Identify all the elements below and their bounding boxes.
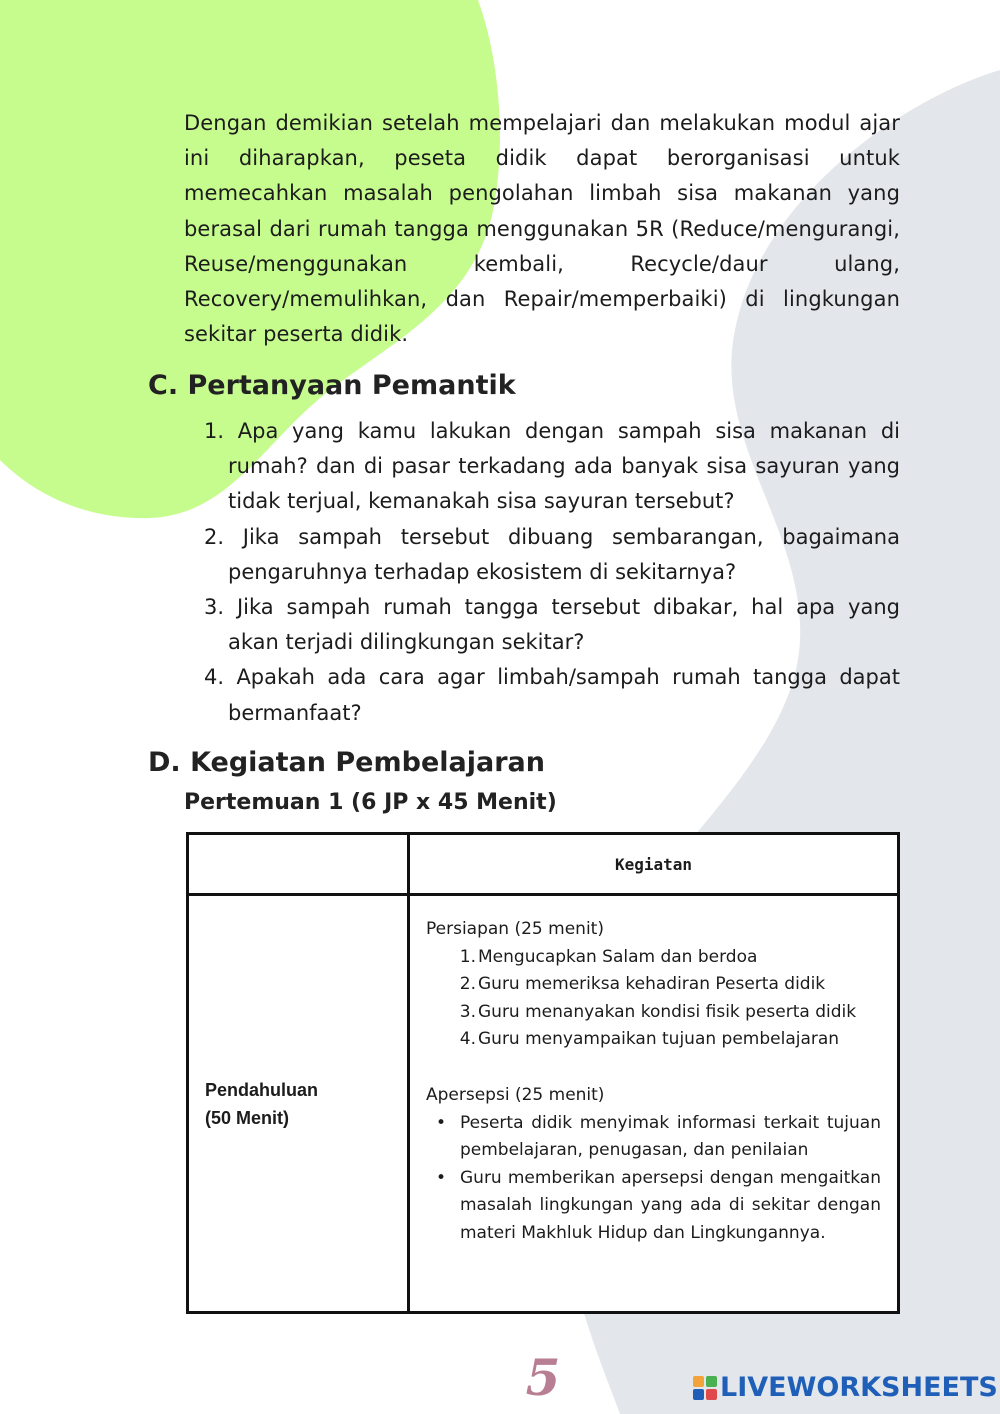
list-item — [458, 999, 881, 1027]
header-cell-kegiatan: Kegiatan — [409, 834, 899, 895]
activity-cell — [409, 895, 899, 1313]
question-text: Apa yang kamu lakukan dengan sampah sisa makanan di rumah? dan di pasar terkadang ada banyak sisa sayuran yang tidak terjual, kemanakah sisa sayuran tersebut? — [228, 419, 900, 514]
item-text: Mengucapkan Salam dan berdoa — [478, 946, 758, 967]
question-item — [204, 590, 900, 660]
meeting-subheading: Pertemuan 1 (6 JP x 45 Menit) — [184, 790, 557, 815]
question-number: 1. — [204, 419, 225, 443]
question-text: Jika sampah rumah tangga tersebut dibakar, hal apa yang akan terjadi dilingkungan sekitar? — [228, 595, 900, 655]
item-text: Guru memberikan apersepsi dengan mengaitkan masalah lingkungan yang ada di sekitar dengan materi Makhluk Hidup dan Lingkungannya. — [460, 1167, 881, 1243]
item-text: Guru menanyakan kondisi fisik peserta didik — [478, 1001, 857, 1022]
section-c-heading: C. Pertanyaan Pemantik — [148, 370, 516, 401]
pemantik-question-list — [204, 414, 900, 731]
question-item — [204, 520, 900, 590]
list-item — [436, 1110, 881, 1165]
persiapan-list — [426, 944, 881, 1054]
bullet-icon: • — [436, 1112, 447, 1133]
table-row — [188, 895, 899, 1313]
liveworksheets-logo[interactable] — [692, 1372, 998, 1403]
question-item — [204, 660, 900, 730]
question-item — [204, 414, 900, 520]
list-item — [458, 971, 881, 999]
item-text: Guru menyampaikan tujuan pembelajaran — [478, 1029, 840, 1050]
section-d-heading: D. Kegiatan Pembelajaran — [148, 747, 545, 778]
page-number: 5 — [525, 1348, 561, 1407]
item-number: 1. — [459, 946, 476, 967]
bullet-icon: • — [436, 1167, 447, 1188]
list-item — [436, 1165, 881, 1248]
item-text: Peserta didik menyimak informasi terkait tujuan pembelajaran, penugasan, dan penilaian — [460, 1112, 881, 1161]
apersepsi-title: Apersepsi (25 menit) — [426, 1084, 605, 1105]
question-text: Apakah ada cara agar limbah/sampah rumah tangga dapat bermanfaat? — [228, 665, 900, 725]
table-header-row — [188, 834, 899, 895]
question-number: 3. — [204, 595, 225, 620]
kegiatan-table — [186, 832, 900, 1314]
brand-name: LIVEWORKSHEETS — [720, 1372, 998, 1403]
phase-duration: (50 Menit) — [205, 1107, 290, 1128]
intro-paragraph: Dengan demikian setelah mempelajari dan melakukan modul ajar ini diharapkan, peseta didik dapat berorganisasi untuk memecahkan masalah pengolahan limbah sisa makanan yang berasal dari rumah tangga menggunakan 5R (Reduce/mengurangi, Reuse/menggunakan kembali, Recycle/daur ulang, Recovery/memulihkan, dan Repair/memperbaiki) di lingkungan sekitar peserta didik. — [184, 111, 900, 347]
question-number: 4. — [204, 665, 225, 690]
list-item — [458, 944, 881, 972]
list-item — [458, 1026, 881, 1054]
question-number: 2. — [204, 524, 225, 549]
item-number: 2. — [459, 974, 476, 995]
item-text: Guru memeriksa kehadiran Peserta didik — [478, 974, 826, 995]
phase-name: Pendahuluan — [205, 1079, 319, 1100]
apersepsi-list — [426, 1110, 881, 1248]
item-number: 4. — [459, 1029, 476, 1050]
liveworksheets-icon — [692, 1375, 718, 1401]
question-text: Jika sampah tersebut dibuang sembarangan, bagaimana pengaruhnya terhadap ekosistem di sekitarnya? — [228, 524, 900, 584]
persiapan-title: Persiapan (25 menit) — [426, 919, 604, 939]
phase-cell — [188, 895, 409, 1313]
header-cell-empty — [188, 834, 409, 895]
item-number: 3. — [459, 1001, 476, 1022]
